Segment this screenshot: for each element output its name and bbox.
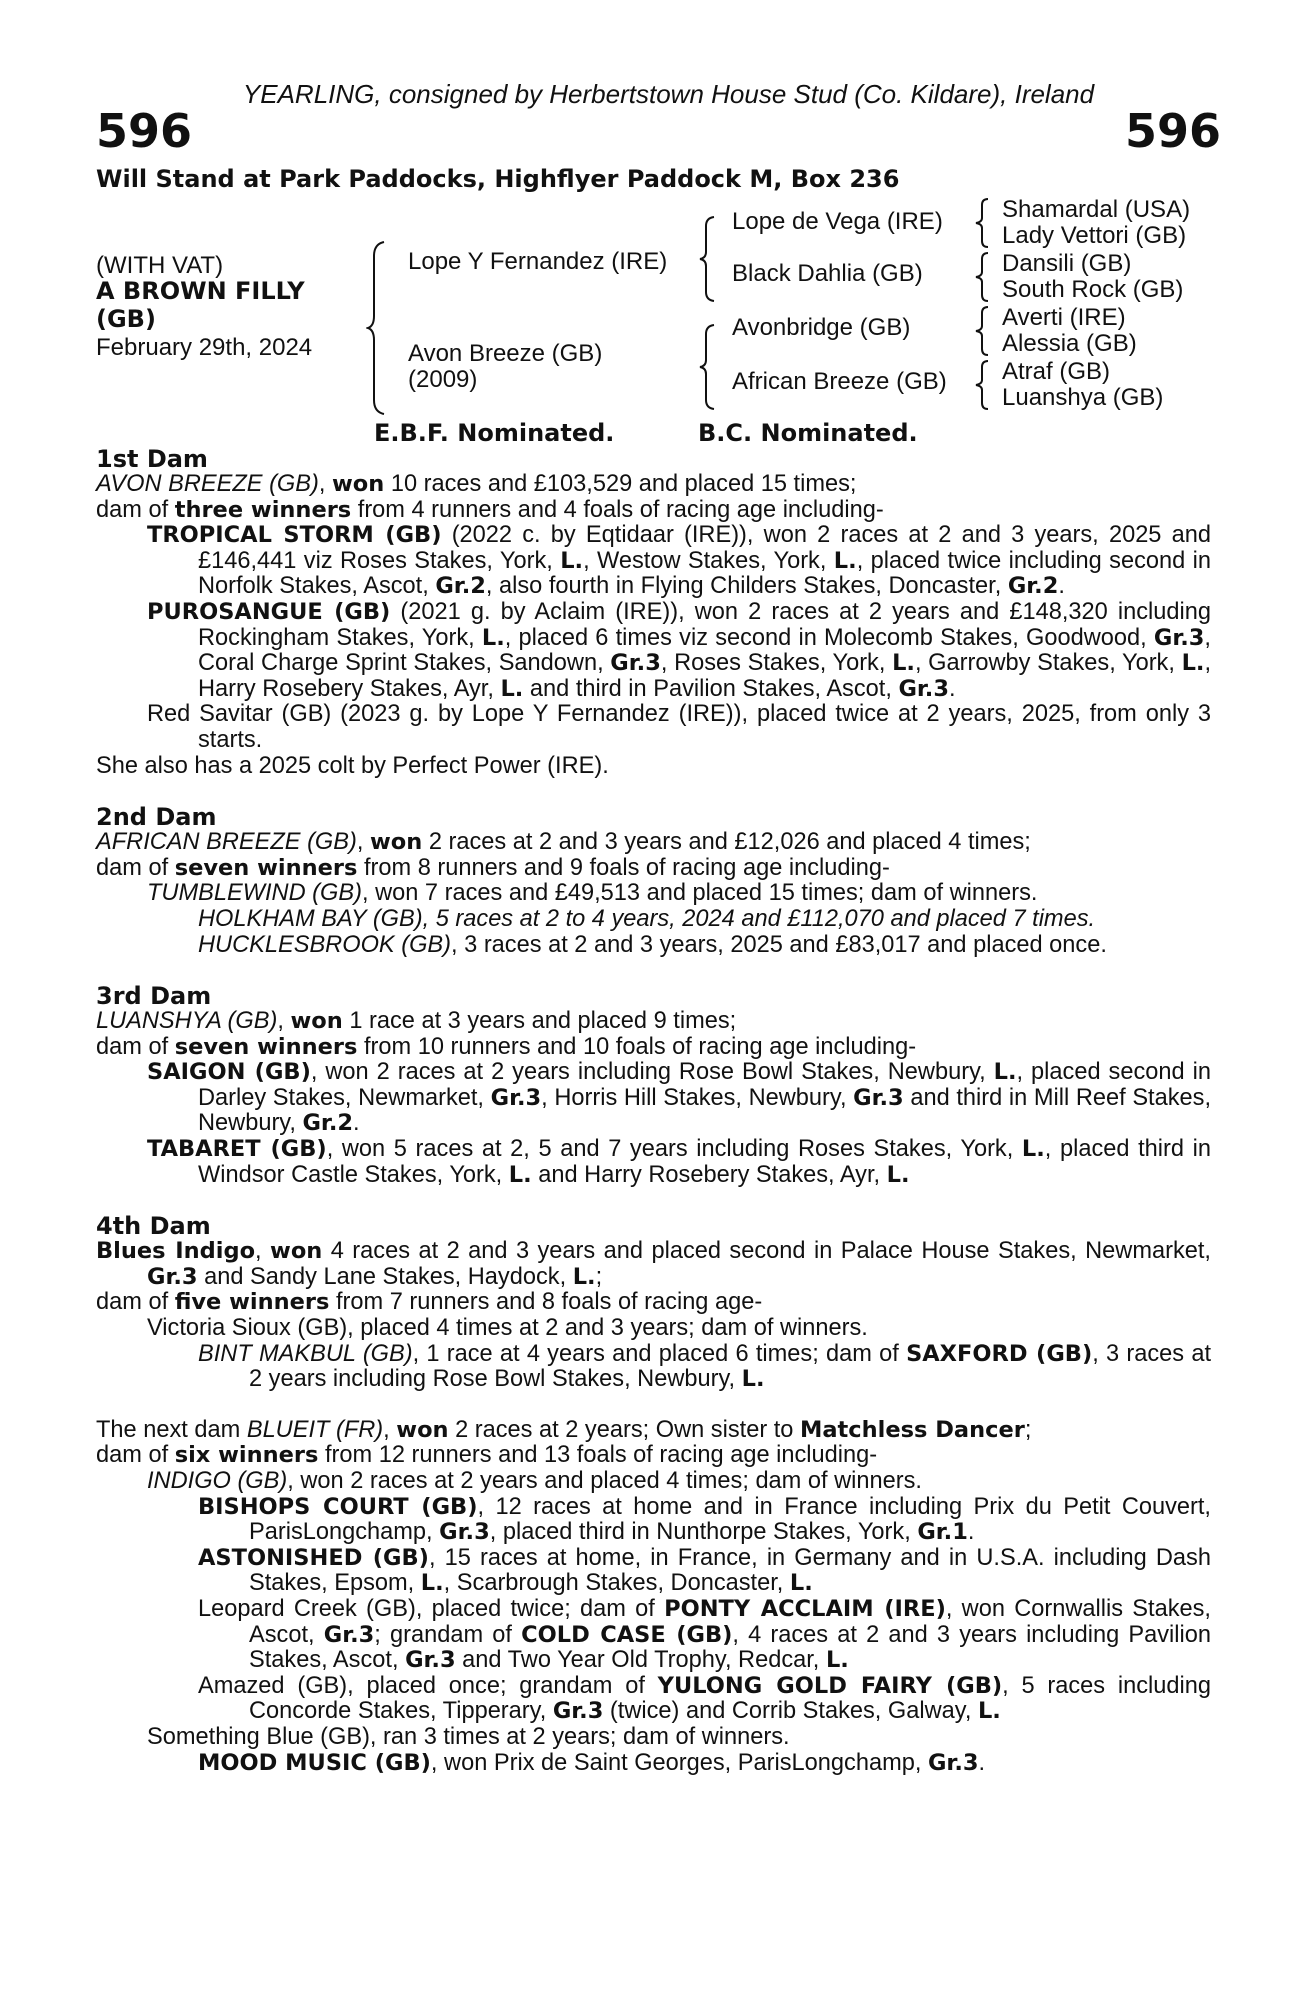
sire-dam: Black Dahlia (GB): [732, 260, 923, 287]
third-dam-title: 3rd Dam: [96, 982, 212, 1011]
sire-name: Lope Y Fernandez (IRE): [408, 248, 668, 275]
first-dam-title: 1st Dam: [96, 445, 208, 473]
pedigree-brace-main: [366, 238, 396, 418]
third-dam-produce: dam of seven winners from 10 runners and 10 foals of racing age including-: [96, 1033, 917, 1060]
produce-tumblewind: TUMBLEWIND (GB), won 7 races and £49,513 and placed 15 times; dam of winners.: [147, 880, 1038, 907]
great-grandsire-2: Dansili (GB): [1002, 250, 1132, 277]
second-dam-produce: dam of seven winners from 8 runners and 9 foals of racing age including-: [96, 854, 890, 881]
fourth-dam-produce: dam of five winners from 7 runners and 8 foals of racing age-: [96, 1289, 763, 1316]
fourth-dam-section: [96, 1213, 1211, 1393]
pedigree-brace-g4: [972, 358, 992, 412]
first-dam-produce: dam of three winners from 4 runners and 4 foals of racing age including-: [96, 496, 884, 523]
produce-bint-makbul: BINT MAKBUL (GB), 1 race at 4 years and placed 6 times; dam of SAXFORD (GB), 3 races at 2 years including Rose Bowl Stakes, Newbury, L.: [198, 1340, 1211, 1393]
produce-leopard-creek: Leopard Creek (GB), placed twice; dam of PONTY ACCLAIM (IRE), won Cornwallis Stakes, Ascot, Gr.3; grandam of COLD CASE (GB), 4 races at 2 and 3 years including Pavilion Stakes, Ascot, Gr.3 and Two Year Old Trophy, Redcar, L.: [198, 1595, 1211, 1674]
first-dam-section: [96, 446, 1211, 779]
great-granddam-3: Alessia (GB): [1002, 330, 1137, 357]
great-granddam-1: Lady Vettori (GB): [1002, 222, 1187, 249]
lot-number-row: [96, 104, 1221, 158]
produce-hucklesbrook: HUCKLESBROOK (GB), 3 races at 2 and 3 years, 2025 and £83,017 and placed once.: [198, 931, 1107, 958]
great-granddam-2: South Rock (GB): [1002, 276, 1184, 303]
produce-mood-music: MOOD MUSIC (GB), won Prix de Saint Georges, ParisLongchamp, Gr.3.: [198, 1749, 986, 1776]
produce-something-blue: Something Blue (GB), ran 3 times at 2 years; dam of winners.: [147, 1723, 790, 1750]
next-dam-section: [96, 1418, 1211, 1776]
produce-tropical-storm: TROPICAL STORM (GB) (2022 c. by Eqtidaar (IRE)), won 2 races at 2 and 3 years, 2025 and £146,441 viz Roses Stakes, York, L., Westow Stakes, York, L., placed twice including second in Norfolk Stakes, Ascot, Gr.2, also fourth in Flying Childers Stakes, Doncaster, Gr.2.: [147, 522, 1212, 600]
produce-astonished: ASTONISHED (GB), 15 races at home, in France, in Germany and in U.S.A. including Dash Stakes, Epsom, L., Scarbrough Stakes, Doncaster, L.: [198, 1544, 1211, 1597]
first-dam-also: She also has a 2025 colt by Perfect Power (IRE).: [96, 752, 609, 779]
ebf-nominated: E.B.F. Nominated.: [374, 419, 615, 447]
produce-red-savitar: Red Savitar (GB) (2023 g. by Lope Y Fernandez (IRE)), placed twice at 2 years, 2025, from only 3 starts.: [147, 701, 1211, 753]
pedigree-brace-g2: [972, 250, 992, 304]
horse-description: A BROWN FILLY: [96, 277, 305, 305]
dam-year: (2009): [408, 366, 478, 393]
dam-dam: African Breeze (GB): [732, 368, 947, 395]
third-dam-record: LUANSHYA (GB), won 1 race at 3 years and placed 9 times;: [96, 1008, 737, 1035]
pedigree-brace-g1: [972, 196, 992, 250]
produce-holkham-bay: HOLKHAM BAY (GB), 5 races at 2 to 4 years, 2024 and £112,070 and placed 7 times.: [198, 905, 1096, 932]
pedigree-brace-dam: [696, 322, 720, 412]
foaling-date: February 29th, 2024: [96, 334, 313, 361]
dam-name: Avon Breeze (GB): [408, 340, 603, 367]
pedigree-brace-sire: [696, 214, 720, 304]
great-grandsire-3: Averti (IRE): [1002, 304, 1126, 331]
produce-indigo: INDIGO (GB), won 2 races at 2 years and placed 4 times; dam of winners.: [147, 1468, 922, 1494]
produce-victoria-sioux: Victoria Sioux (GB), placed 4 times at 2 and 3 years; dam of winners.: [147, 1315, 868, 1342]
sire-sire: Lope de Vega (IRE): [732, 208, 943, 235]
consignment-line: YEARLING, consigned by Herbertstown House Stud (Co. Kildare), Ireland: [242, 79, 1095, 109]
dam-sire: Avonbridge (GB): [732, 314, 911, 341]
lot-number-right: 596: [1124, 104, 1221, 158]
first-dam-record: AVON BREEZE (GB), won 10 races and £103,529 and placed 15 times;: [96, 471, 857, 497]
produce-saigon: SAIGON (GB), won 2 races at 2 years including Rose Bowl Stakes, Newbury, L., placed second in Darley Stakes, Newmarket, Gr.3, Horris Hill Stakes, Newbury, Gr.3 and third in Mill Reef Stakes, Newbury, Gr.2.: [147, 1059, 1212, 1137]
catalogue-page: [96, 78, 1221, 1776]
produce-bishops-court: BISHOPS COURT (GB), 12 races at home and in France including Prix du Petit Couvert, ParisLongchamp, Gr.3, placed third in Nunthorpe Stakes, York, Gr.1.: [198, 1493, 1211, 1546]
fourth-dam-title: 4th Dam: [96, 1212, 211, 1241]
lot-number-left: 596: [96, 104, 193, 158]
bc-nominated: B.C. Nominated.: [698, 419, 918, 447]
next-dam-record: The next dam BLUEIT (FR), won 2 races at 2 years; Own sister to Matchless Dancer;: [96, 1416, 1032, 1443]
fourth-dam-record: Blues Indigo, won 4 races at 2 and 3 years and placed second in Palace House Stakes, Newmarket, Gr.3 and Sandy Lane Stakes, Haydock, L.;: [96, 1238, 1211, 1290]
second-dam-section: [96, 804, 1211, 958]
produce-amazed: Amazed (GB), placed once; grandam of YULONG GOLD FAIRY (GB), 5 races including Concorde Stakes, Tipperary, Gr.3 (twice) and Corrib Stakes, Galway, L.: [198, 1672, 1212, 1725]
great-grandsire-4: Atraf (GB): [1002, 358, 1111, 385]
pedigree-block: [96, 194, 1211, 446]
great-grandsire-1: Shamardal (USA): [1002, 196, 1191, 223]
pedigree-brace-g3: [972, 304, 992, 358]
produce-purosangue: PUROSANGUE (GB) (2021 g. by Aclaim (IRE)), won 2 races at 2 years and £148,320 including Rockingham Stakes, York, L., placed 6 times viz second in Molecomb Stakes, Goodwood, Gr.3, Coral Charge Sprint Stakes, Sandown, Gr.3, Roses Stakes, York, L., Garrowby Stakes, York, L., Harry Rosebery Stakes, Ayr, L. and third in Pavilion Stakes, Ascot, Gr.3.: [147, 598, 1212, 702]
third-dam-section: [96, 983, 1211, 1188]
vat-note: (WITH VAT): [96, 252, 224, 279]
stand-location: Will Stand at Park Paddocks, Highflyer Paddock M, Box 236: [96, 165, 900, 193]
great-granddam-4: Luanshya (GB): [1002, 384, 1164, 411]
second-dam-record: AFRICAN BREEZE (GB), won 2 races at 2 and 3 years and £12,026 and placed 4 times;: [96, 829, 1031, 856]
second-dam-title: 2nd Dam: [96, 803, 217, 832]
horse-description-country: (GB): [96, 305, 156, 333]
produce-tabaret: TABARET (GB), won 5 races at 2, 5 and 7 years including Roses Stakes, York, L., placed third in Windsor Castle Stakes, York, L. and Harry Rosebery Stakes, Ayr, L.: [147, 1136, 1212, 1188]
next-dam-produce: dam of six winners from 12 runners and 13 foals of racing age including-: [96, 1442, 878, 1469]
